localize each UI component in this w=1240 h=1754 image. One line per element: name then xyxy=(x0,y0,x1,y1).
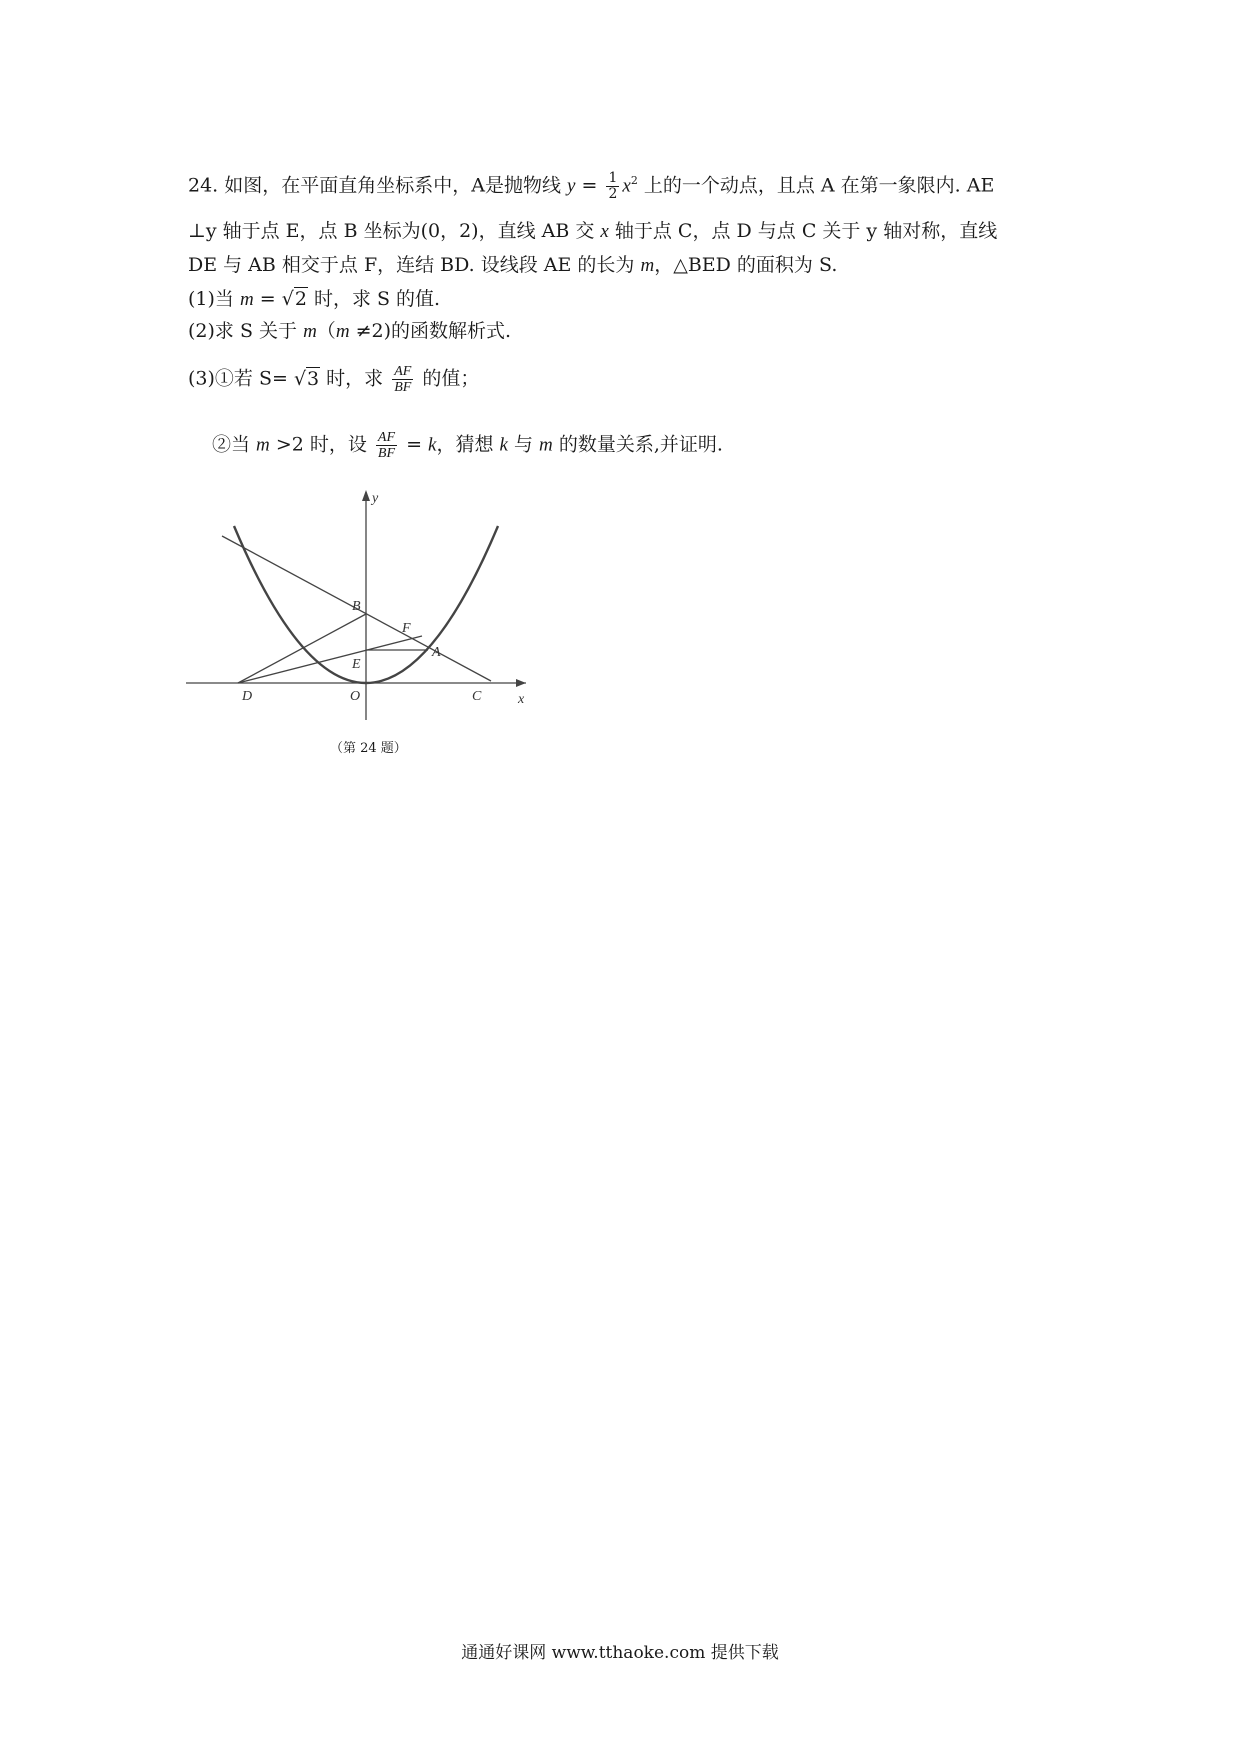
y-axis-arrow-icon xyxy=(362,490,370,501)
x-axis-arrow-icon xyxy=(516,679,526,687)
sqrt-2: √2 xyxy=(281,288,307,310)
figure-caption: （第 24 题） xyxy=(330,741,407,756)
fraction-af-bf: $\frac{AF}{BF}$ xyxy=(394,364,412,395)
footer-source: 通通好课网 www.tthaoke.com 提供下载 xyxy=(461,1643,779,1663)
fraction-one-half: $\frac{1}{2}$ xyxy=(608,169,618,202)
problem-line-1: 24. 如图，在平面直角坐标系中，A是抛物线 y = $\frac{1}{2}$ $x^2$ 上的一个动点，且点 A 在第一象限内. AE xyxy=(188,169,995,202)
label-x: x xyxy=(518,692,525,707)
question-2: (2)求 S 关于 m（m ≠2)的函数解析式. xyxy=(188,320,512,342)
label-a: A xyxy=(432,645,441,660)
question-1: (1)当 m = √2 时，求 S 的值. xyxy=(188,288,441,310)
question-3-part-1: (3)①若 S= √3 时，求 $\frac{AF}{BF}$ 的值； xyxy=(188,364,480,395)
label-c: C xyxy=(472,689,482,704)
label-d: D xyxy=(242,689,253,704)
label-b: B xyxy=(352,599,361,614)
line-db xyxy=(238,614,366,683)
problem-line-3: DE 与 AB 相交于点 F，连结 BD. 设线段 AE 的长为 m，△BED 的面积为 S. xyxy=(188,254,838,276)
label-e: E xyxy=(352,657,361,672)
problem-line-2: ⊥y 轴于点 E，点 B 坐标为(0，2)，直线 AB 交 x 轴于点 C，点 D 与点 C 关于 y 轴对称，直线 xyxy=(188,220,998,242)
label-o: O xyxy=(350,689,361,704)
label-f: F xyxy=(402,621,411,636)
label-y: y xyxy=(372,491,379,506)
sqrt-3: √3 xyxy=(293,367,320,390)
fraction-af-bf-2: $\frac{AF}{BF}$ xyxy=(377,430,396,461)
question-3-part-2: ②当 m >2 时，设 $\frac{AF}{BF}$ = k，猜想 k 与 m 的数量关系,并证明. xyxy=(212,430,723,461)
geometry-figure xyxy=(186,488,536,728)
